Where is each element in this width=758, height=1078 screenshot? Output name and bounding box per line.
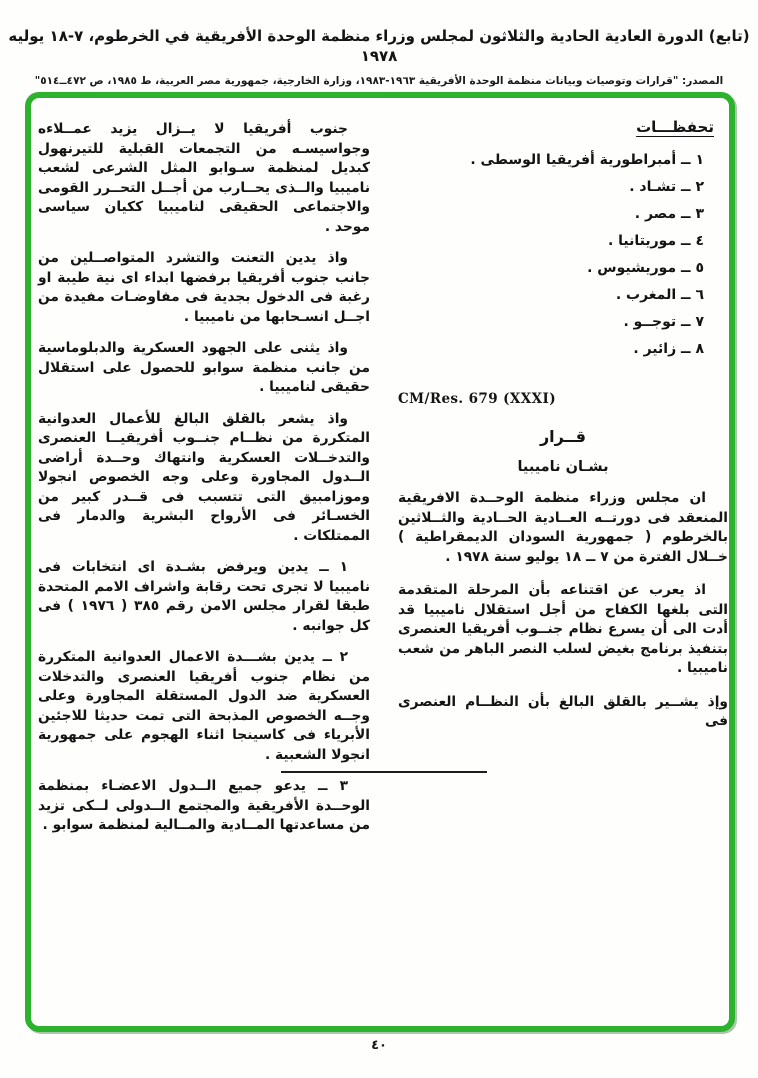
list-item: ٥ ــ موريشيوس . — [587, 260, 704, 276]
paragraph: جنوب أفريقيا لا يــزال يزيد عمــلاءه وجواسيسـه من التجمعات القبلية للتيرنهول كبديل لمنظمة سـوابو المثل الشرعى لشعب ناميبيا والــذى يحــارب من أجــل التحــرر القومى والاجتماعى الحقيقى لناميبيا ككيان سياسى موحد . — [38, 121, 370, 235]
page-header — [0, 26, 758, 87]
numbered-clause-3: ٣ ــ يدعو جميع الــدول الاعضـاء بمنظمة الوحــدة الأفريقية والمجتمع الــدولى لــكى تزيد من مساعدتها المــادية والمــالية لمنظمة سوابو . — [38, 778, 370, 833]
paragraph: واذ يدين التعنت والتشرد المتواصــلين من جانب جنوب أفريقيا برفضها ابداء اى نية طيبة او رغبة فى الدخول بجدية فى مفاوضـات مفيدة من اجــل انسـحابها من ناميبيا . — [38, 250, 370, 325]
paragraph: واذ يثنى على الجهود العسكرية والدبلوماسية من جانب منظمة سوابو للحصول على استقلال حقيقى لناميبيا . — [38, 340, 370, 395]
paragraph: ان مجلس وزراء منظمة الوحــدة الافريقية المنعقد فى دورتــه العــادية الحــادية والثــلاثين بالخرطوم ( جمهورية السودان الديمقراطية ) خــلال الفترة من ٧ ــ ١٨ يوليو سنة ١٩٧٨ . — [398, 490, 728, 565]
list-item: ٤ ــ موريتانيا . — [607, 233, 704, 249]
reservations-heading: تحفظـــات — [636, 118, 714, 136]
list-item: ٢ ــ تشـاد . — [629, 179, 704, 195]
list-item: ٧ ــ توجــو . — [623, 314, 704, 330]
numbered-clause-2: ٢ ــ يدين بشـــدة الاعمال العدوانية المتكررة من نظام جنوب أفريقيا العنصرى والتدخلات العسكرية ضد الدول المستقلة المجاورة وعلى وجــه الخصوص المذبحة التى تمت حديثا للاجئين الأبرياء فى كاسينجا اثناء الهجوم على جمهورية انجولا الشعبية . — [38, 649, 370, 763]
page-number: ٤٠ — [371, 1038, 387, 1053]
right-text-column — [398, 118, 728, 732]
resolution-title: قــرار — [539, 427, 587, 446]
list-item: ١ ــ أمبراطورية أفريقيا الوسطى . — [470, 152, 704, 168]
list-item: ٨ ــ زائير . — [633, 341, 704, 357]
paragraph: واذ يشعر بالقلق البالغ للأعمال العدوانية المتكررة من نظــام جنــوب أفريقيــا العنصرى والتدخــلات العسكرية وانتهاك وحــدة أراضى الــدول المجاورة وعلى وجه الخصوص انجولا وموزامبيق التى تتسبب فى قــدر كبير من الخسـائر فى الأرواح البشرية والدمار فى الممتلكات . — [38, 410, 370, 544]
numbered-clause-1: ١ ــ يدين ويرفض بشـدة اى انتخابات فى ناميبيا لا تجرى تحت رقابة واشراف الامم المتحدة طبقا لقرار مجلس الامن رقم ٣٨٥ ( ١٩٧٦ ) فى كل جوانبه . — [38, 559, 371, 634]
resolution-subtitle: بشـان ناميبيا — [517, 459, 609, 475]
paragraph: اذ يعرب عن اقتناعه بأن المرحلة المتقدمة التى بلغها الكفاح من أجل استقلال ناميبيا قد أدت الى أن يسرع نظام جنــوب أفريقيا العنصرى بتنفيذ برنامج بغيض لسلب النصر الباهر من شعب ناميبيا . — [398, 582, 728, 676]
left-text-column — [38, 120, 370, 848]
header-source-citation: المصدر: "قرارات وتوصيات وبيانات منظمة الوحدة الأفريقية ١٩٦٣-١٩٨٣، وزارة الخارجية، جمهورية مصر العربية، ط ١٩٨٥، ص ٤٧٢ــ٥١٤" — [34, 75, 724, 87]
list-item: ٦ ــ المغرب . — [615, 287, 704, 303]
header-title: (تابع) الدورة العادية الحادية والثلاثون لمجلس وزراء منظمة الوحدة الأفريقية في الخرطوم، ٧-١٨ يوليه ١٩٧٨ — [8, 27, 750, 65]
reservations-list — [398, 147, 728, 363]
resolution-body — [398, 489, 728, 732]
list-item: ٣ ــ مصر . — [634, 206, 704, 222]
paragraph: وإذ يشــير بالقلق البالغ بأن النظــام العنصرى فى — [398, 693, 728, 729]
separator-line — [281, 771, 487, 773]
resolution-reference: CM/Res. 679 (XXXI) — [398, 391, 557, 407]
